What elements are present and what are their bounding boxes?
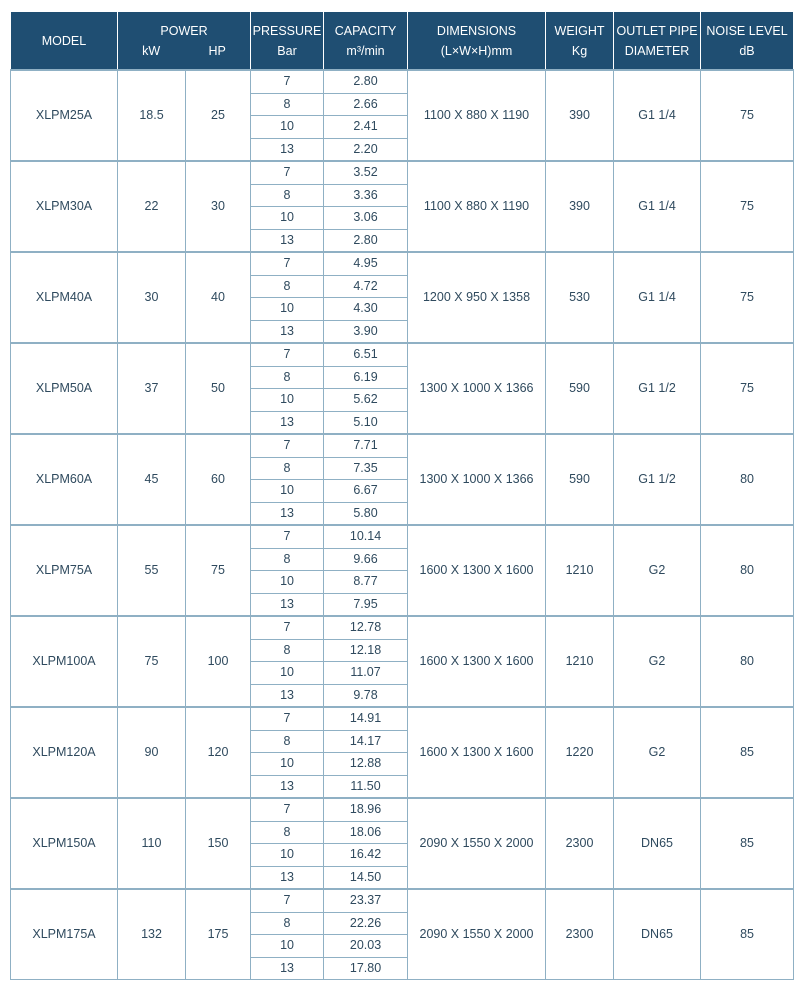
power-kw-cell: 22: [118, 161, 186, 252]
power-kw-cell: 132: [118, 889, 186, 980]
power-hp-cell: 120: [186, 707, 251, 798]
pressure-cell: 10: [251, 662, 324, 685]
header-capacity-unit: m³/min: [346, 43, 385, 58]
model-cell: XLPM120A: [11, 707, 118, 798]
table-row: [11, 434, 794, 457]
pressure-cell: 7: [251, 343, 324, 366]
pressure-cell: 10: [251, 480, 324, 503]
capacity-cell: 7.95: [324, 593, 408, 616]
dimensions-cell: 1200 X 950 X 1358: [408, 252, 546, 343]
power-hp-cell: 25: [186, 70, 251, 161]
capacity-cell: 14.50: [324, 866, 408, 889]
weight-cell: 2300: [546, 798, 614, 889]
pressure-cell: 13: [251, 593, 324, 616]
capacity-cell: 5.10: [324, 411, 408, 434]
capacity-cell: 14.91: [324, 707, 408, 730]
model-cell: XLPM100A: [11, 616, 118, 707]
outlet-cell: G2: [614, 525, 701, 616]
table-body: [11, 70, 794, 980]
capacity-cell: 20.03: [324, 935, 408, 958]
capacity-cell: 6.67: [324, 480, 408, 503]
model-cell: XLPM50A: [11, 343, 118, 434]
capacity-cell: 11.50: [324, 775, 408, 798]
outlet-cell: DN65: [614, 889, 701, 980]
dimensions-cell: 2090 X 1550 X 2000: [408, 889, 546, 980]
pressure-cell: 7: [251, 70, 324, 93]
header-pressure: PRESSURE Bar: [251, 12, 324, 71]
header-power: [118, 12, 251, 71]
pressure-cell: 10: [251, 207, 324, 230]
pressure-cell: 10: [251, 935, 324, 958]
weight-cell: 590: [546, 434, 614, 525]
pressure-cell: 8: [251, 730, 324, 753]
model-cell: XLPM60A: [11, 434, 118, 525]
pressure-cell: 7: [251, 252, 324, 275]
capacity-cell: 2.80: [324, 229, 408, 252]
header-capacity: CAPACITY m³/min: [324, 12, 408, 71]
capacity-cell: 12.78: [324, 616, 408, 639]
power-hp-cell: 40: [186, 252, 251, 343]
capacity-cell: 22.26: [324, 912, 408, 935]
power-hp-cell: 100: [186, 616, 251, 707]
capacity-cell: 11.07: [324, 662, 408, 685]
power-kw-cell: 37: [118, 343, 186, 434]
power-hp-cell: 50: [186, 343, 251, 434]
weight-cell: 530: [546, 252, 614, 343]
capacity-cell: 12.18: [324, 639, 408, 662]
model-cell: XLPM150A: [11, 798, 118, 889]
header-noise: NOISE LEVEL dB: [701, 12, 794, 71]
header-power-kw: kW: [142, 43, 161, 58]
capacity-cell: 10.14: [324, 525, 408, 548]
noise-cell: 75: [701, 70, 794, 161]
capacity-cell: 17.80: [324, 957, 408, 980]
weight-cell: 1210: [546, 616, 614, 707]
header-pressure-unit: Bar: [277, 43, 297, 58]
header-dimensions-unit: (L×W×H)mm: [440, 43, 513, 58]
dimensions-cell: 1600 X 1300 X 1600: [408, 525, 546, 616]
pressure-cell: 13: [251, 957, 324, 980]
noise-cell: 80: [701, 434, 794, 525]
model-cell: XLPM175A: [11, 889, 118, 980]
noise-cell: 85: [701, 889, 794, 980]
capacity-cell: 12.88: [324, 753, 408, 776]
noise-cell: 80: [701, 525, 794, 616]
pressure-cell: 8: [251, 275, 324, 298]
header-weight: WEIGHT Kg: [546, 12, 614, 71]
header-dimensions: DIMENSIONS (L×W×H)mm: [408, 12, 546, 71]
header-model: MODEL: [11, 12, 118, 71]
model-cell: XLPM40A: [11, 252, 118, 343]
power-hp-cell: 30: [186, 161, 251, 252]
capacity-cell: 2.66: [324, 93, 408, 116]
table-row: [11, 707, 794, 730]
pressure-cell: 8: [251, 821, 324, 844]
noise-cell: 85: [701, 798, 794, 889]
outlet-cell: G1 1/4: [614, 70, 701, 161]
pressure-cell: 8: [251, 912, 324, 935]
pressure-cell: 10: [251, 571, 324, 594]
pressure-cell: 10: [251, 844, 324, 867]
capacity-cell: 6.51: [324, 343, 408, 366]
pressure-cell: 10: [251, 116, 324, 139]
weight-cell: 390: [546, 70, 614, 161]
dimensions-cell: 1300 X 1000 X 1366: [408, 434, 546, 525]
pressure-cell: 13: [251, 684, 324, 707]
pressure-cell: 7: [251, 798, 324, 821]
pressure-cell: 7: [251, 161, 324, 184]
outlet-cell: G2: [614, 616, 701, 707]
pressure-cell: 10: [251, 753, 324, 776]
pressure-cell: 13: [251, 866, 324, 889]
weight-cell: 390: [546, 161, 614, 252]
outlet-cell: G1 1/4: [614, 252, 701, 343]
capacity-cell: 4.72: [324, 275, 408, 298]
capacity-cell: 2.80: [324, 70, 408, 93]
dimensions-cell: 1300 X 1000 X 1366: [408, 343, 546, 434]
header-outlet-line2: DIAMETER: [624, 43, 690, 58]
header-power-label: POWER: [160, 23, 208, 38]
power-hp-cell: 150: [186, 798, 251, 889]
power-kw-cell: 18.5: [118, 70, 186, 161]
capacity-cell: 16.42: [324, 844, 408, 867]
noise-cell: 85: [701, 707, 794, 798]
capacity-cell: 18.06: [324, 821, 408, 844]
header-power-hp: HP: [208, 43, 226, 58]
weight-cell: 1210: [546, 525, 614, 616]
table-row: [11, 798, 794, 821]
power-kw-cell: 75: [118, 616, 186, 707]
compressor-spec-table: [10, 11, 794, 980]
dimensions-cell: 1100 X 880 X 1190: [408, 161, 546, 252]
capacity-cell: 3.36: [324, 184, 408, 207]
weight-cell: 590: [546, 343, 614, 434]
pressure-cell: 8: [251, 457, 324, 480]
noise-cell: 75: [701, 343, 794, 434]
dimensions-cell: 1600 X 1300 X 1600: [408, 707, 546, 798]
pressure-cell: 13: [251, 411, 324, 434]
pressure-cell: 10: [251, 298, 324, 321]
pressure-cell: 8: [251, 639, 324, 662]
outlet-cell: G1 1/2: [614, 343, 701, 434]
power-hp-cell: 75: [186, 525, 251, 616]
capacity-cell: 3.52: [324, 161, 408, 184]
power-kw-cell: 45: [118, 434, 186, 525]
capacity-cell: 6.19: [324, 366, 408, 389]
pressure-cell: 13: [251, 775, 324, 798]
capacity-cell: 2.20: [324, 138, 408, 161]
header-outlet: OUTLET PIPE DIAMETER: [614, 12, 701, 71]
capacity-cell: 4.30: [324, 298, 408, 321]
pressure-cell: 8: [251, 548, 324, 571]
table-row: [11, 343, 794, 366]
capacity-cell: 5.62: [324, 389, 408, 412]
capacity-cell: 7.71: [324, 434, 408, 457]
outlet-cell: G2: [614, 707, 701, 798]
pressure-cell: 13: [251, 502, 324, 525]
table-row: [11, 70, 794, 93]
table-row: [11, 252, 794, 275]
dimensions-cell: 1600 X 1300 X 1600: [408, 616, 546, 707]
noise-cell: 75: [701, 252, 794, 343]
model-cell: XLPM75A: [11, 525, 118, 616]
pressure-cell: 7: [251, 434, 324, 457]
capacity-cell: 14.17: [324, 730, 408, 753]
pressure-cell: 8: [251, 93, 324, 116]
capacity-cell: 4.95: [324, 252, 408, 275]
noise-cell: 75: [701, 161, 794, 252]
table-row: [11, 616, 794, 639]
weight-cell: 2300: [546, 889, 614, 980]
capacity-cell: 3.90: [324, 320, 408, 343]
table-row: [11, 525, 794, 548]
power-kw-cell: 90: [118, 707, 186, 798]
power-hp-cell: 60: [186, 434, 251, 525]
table-row: [11, 889, 794, 912]
capacity-cell: 23.37: [324, 889, 408, 912]
pressure-cell: 7: [251, 889, 324, 912]
capacity-cell: 2.41: [324, 116, 408, 139]
header-weight-unit: Kg: [571, 43, 588, 58]
pressure-cell: 7: [251, 707, 324, 730]
capacity-cell: 9.78: [324, 684, 408, 707]
pressure-cell: 7: [251, 525, 324, 548]
noise-cell: 80: [701, 616, 794, 707]
capacity-cell: 5.80: [324, 502, 408, 525]
table-header: [11, 12, 794, 71]
table-row: [11, 161, 794, 184]
weight-cell: 1220: [546, 707, 614, 798]
dimensions-cell: 1100 X 880 X 1190: [408, 70, 546, 161]
dimensions-cell: 2090 X 1550 X 2000: [408, 798, 546, 889]
power-kw-cell: 30: [118, 252, 186, 343]
spec-table-container: [10, 11, 793, 980]
pressure-cell: 10: [251, 389, 324, 412]
capacity-cell: 8.77: [324, 571, 408, 594]
pressure-cell: 13: [251, 138, 324, 161]
outlet-cell: DN65: [614, 798, 701, 889]
pressure-cell: 7: [251, 616, 324, 639]
capacity-cell: 9.66: [324, 548, 408, 571]
capacity-cell: 3.06: [324, 207, 408, 230]
capacity-cell: 18.96: [324, 798, 408, 821]
pressure-cell: 8: [251, 366, 324, 389]
model-cell: XLPM25A: [11, 70, 118, 161]
outlet-cell: G1 1/2: [614, 434, 701, 525]
outlet-cell: G1 1/4: [614, 161, 701, 252]
pressure-cell: 13: [251, 320, 324, 343]
capacity-cell: 7.35: [324, 457, 408, 480]
model-cell: XLPM30A: [11, 161, 118, 252]
power-kw-cell: 55: [118, 525, 186, 616]
power-hp-cell: 175: [186, 889, 251, 980]
header-noise-unit: dB: [739, 43, 755, 58]
pressure-cell: 8: [251, 184, 324, 207]
power-kw-cell: 110: [118, 798, 186, 889]
pressure-cell: 13: [251, 229, 324, 252]
